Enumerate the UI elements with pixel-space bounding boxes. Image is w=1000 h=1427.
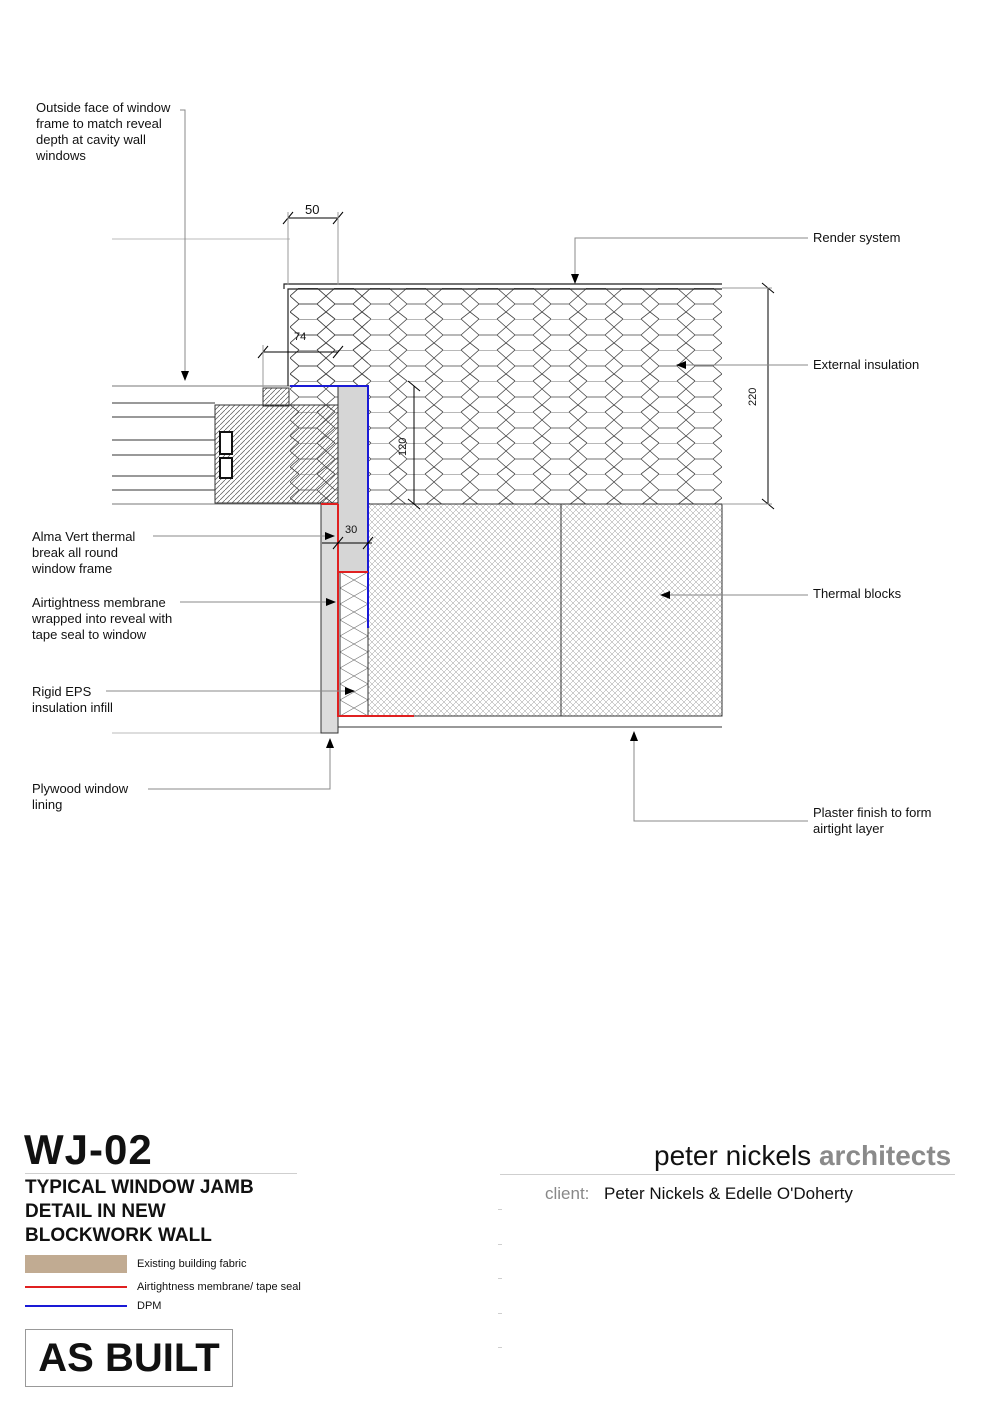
- dim-50: [283, 212, 343, 285]
- plaster-finish: [338, 716, 722, 727]
- label-plywood-lining: Plywood window lining: [32, 781, 129, 812]
- drawing-code: WJ-02: [24, 1126, 153, 1173]
- label-plaster-finish: Plaster finish to form airtight layer: [813, 805, 932, 836]
- tick: [498, 1347, 502, 1348]
- label-alma-vert: Alma Vert thermal break all round window frame: [32, 529, 136, 576]
- legend-existing-fabric: [25, 1255, 246, 1273]
- legend-swatch-fabric: [25, 1255, 127, 1273]
- label-render-system: Render system: [813, 230, 901, 245]
- leader-render: [575, 238, 808, 283]
- drawing-title: TYPICAL WINDOW JAMB DETAIL IN NEW BLOCKWORK WALL: [25, 1177, 254, 1246]
- legend-airtight: [25, 1281, 301, 1293]
- legend-swatch-red: [25, 1286, 127, 1288]
- firm-rule: [500, 1174, 955, 1175]
- leader-plywood: [148, 739, 330, 789]
- label-external-insulation: External insulation: [813, 357, 920, 372]
- legend-label: Existing building fabric: [137, 1258, 247, 1270]
- tick: [498, 1244, 502, 1245]
- legend-swatch-blue: [25, 1305, 127, 1307]
- tick: [498, 1313, 502, 1314]
- tick: [498, 1278, 502, 1279]
- thermal-break: [338, 386, 368, 572]
- legend-label: Airtightness membrane/ tape seal: [137, 1281, 301, 1293]
- firm-name: [654, 1140, 951, 1172]
- dim-label-50: 50: [305, 202, 320, 217]
- eps-infill: [340, 572, 368, 716]
- dim-label-30: 30: [345, 524, 358, 536]
- client-label: client:: [545, 1184, 590, 1203]
- dim-label-120: 120: [397, 437, 409, 456]
- title-rule: [25, 1173, 297, 1174]
- plywood-lining: [321, 504, 338, 733]
- legend-dpm: [25, 1300, 161, 1312]
- leader-outside-face: [180, 110, 185, 380]
- tick: [498, 1209, 502, 1210]
- label-rigid-eps: Rigid EPS insulation infill: [32, 684, 113, 715]
- legend-label: DPM: [137, 1300, 162, 1312]
- dim-label-220: 220: [747, 387, 759, 406]
- status-stamp: AS BUILT: [25, 1329, 233, 1387]
- dim-label-74: 74: [294, 331, 307, 343]
- label-airtightness-membrane: Airtightness membrane wrapped into reveal with tape seal to window: [32, 595, 173, 642]
- firm-name-text: peter nickels: [654, 1140, 812, 1171]
- label-thermal-blocks: Thermal blocks: [813, 586, 902, 601]
- thermal-block: [561, 504, 722, 716]
- leader-plaster: [634, 732, 808, 821]
- thermal-block: [368, 504, 561, 716]
- label-outside-face: Outside face of window frame to match reveal depth at cavity wall windows: [36, 100, 171, 163]
- firm-accent: architects: [818, 1140, 952, 1171]
- client-name: Peter Nickels & Edelle O'Doherty: [604, 1184, 853, 1203]
